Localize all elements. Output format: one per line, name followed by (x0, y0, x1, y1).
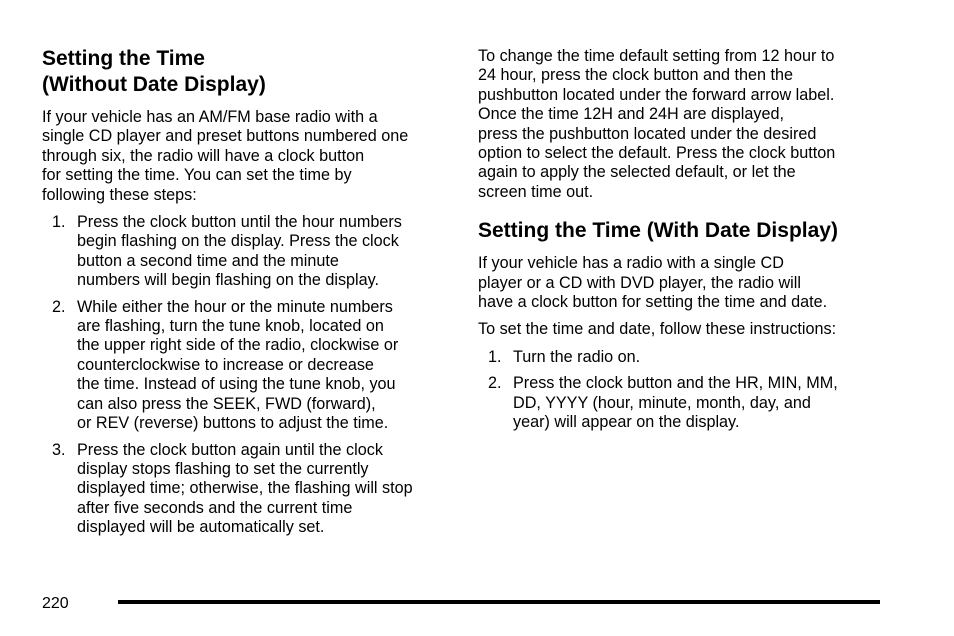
step-number: 2. (52, 297, 66, 316)
instructions-paragraph (478, 320, 888, 339)
steps-list-without-date (42, 213, 446, 538)
section-heading-without-date (42, 46, 446, 98)
text-line: begin flashing on the display. Press the clock (77, 232, 399, 251)
step-number: 1. (488, 347, 502, 366)
list-item (42, 213, 446, 291)
intro-paragraph-without-date (42, 108, 446, 205)
text-line: DD, YYYY (hour, minute, month, day, and (513, 393, 811, 412)
text-line: Turn the radio on. (513, 347, 641, 366)
text-line: through six, the radio will have a clock button (42, 146, 365, 165)
text-line: If your vehicle has a radio with a single CD (478, 254, 784, 273)
text-line: pushbutton located under the forward arrow label. (478, 85, 835, 104)
text-line: press the pushbutton located under the desired (478, 124, 817, 143)
left-column (42, 46, 446, 545)
heading-line: Setting the Time (42, 47, 205, 70)
text-line: player or a CD with DVD player, the radio will (478, 273, 801, 292)
page-number: 220 (42, 595, 69, 612)
text-line: Press the clock button again until the clock (77, 440, 383, 459)
text-line: To change the time default setting from 12 hour to (478, 47, 835, 65)
text-line: Press the clock button until the hour numbers (77, 213, 402, 232)
list-item (42, 298, 446, 434)
step-number: 2. (488, 374, 502, 393)
text-line: numbers will begin flashing on the display. (77, 271, 380, 290)
step-number: 3. (52, 440, 66, 459)
right-column (478, 47, 888, 440)
text-line: To set the time and date, follow these instructions: (478, 320, 837, 339)
section-heading-with-date: Setting the Time (With Date Display) (478, 219, 838, 243)
text-line: or REV (reverse) buttons to adjust the time. (77, 414, 389, 433)
list-item (42, 441, 446, 538)
text-line: after five seconds and the current time (77, 498, 353, 517)
list-item (478, 374, 888, 432)
text-line: screen time out. (478, 182, 594, 201)
step-number: 1. (52, 213, 66, 232)
text-line: again to apply the selected default, or let the (478, 163, 796, 182)
text-line: for setting the time. You can set the time by (42, 166, 352, 185)
text-line: the time. Instead of using the tune knob, you (77, 375, 396, 394)
text-line: the upper right side of the radio, clockwise or (77, 336, 399, 355)
text-line: Once the time 12H and 24H are displayed, (478, 105, 784, 124)
text-line: are flashing, turn the tune knob, located on (77, 317, 384, 336)
text-line: Press the clock button and the HR, MIN, MM, (513, 374, 838, 393)
text-line: single CD player and preset buttons numbered one (42, 127, 409, 146)
text-line: While either the hour or the minute numbers (77, 297, 393, 316)
intro-paragraph-with-date (478, 254, 888, 312)
text-line: year) will appear on the display. (513, 413, 740, 432)
text-line: following these steps: (42, 185, 197, 204)
footer-rule (118, 600, 880, 604)
text-line: If your vehicle has an AM/FM base radio with a (42, 108, 378, 126)
text-line: displayed time; otherwise, the flashing will stop (77, 479, 413, 498)
steps-list-with-date (478, 348, 888, 433)
text-line: counterclockwise to increase or decrease (77, 355, 374, 374)
list-item (478, 348, 888, 367)
text-line: displayed will be automatically set. (77, 518, 325, 537)
text-line: option to select the default. Press the clock button (478, 144, 836, 163)
text-line: 24 hour, press the clock button and then the (478, 66, 793, 85)
default-setting-paragraph (478, 47, 888, 202)
text-line: display stops flashing to set the currently (77, 459, 369, 478)
text-line: can also press the SEEK, FWD (forward), (77, 394, 376, 413)
heading-line: (Without Date Display) (42, 73, 266, 96)
text-line: button a second time and the minute (77, 251, 339, 270)
text-line: have a clock button for setting the time and date. (478, 293, 828, 312)
